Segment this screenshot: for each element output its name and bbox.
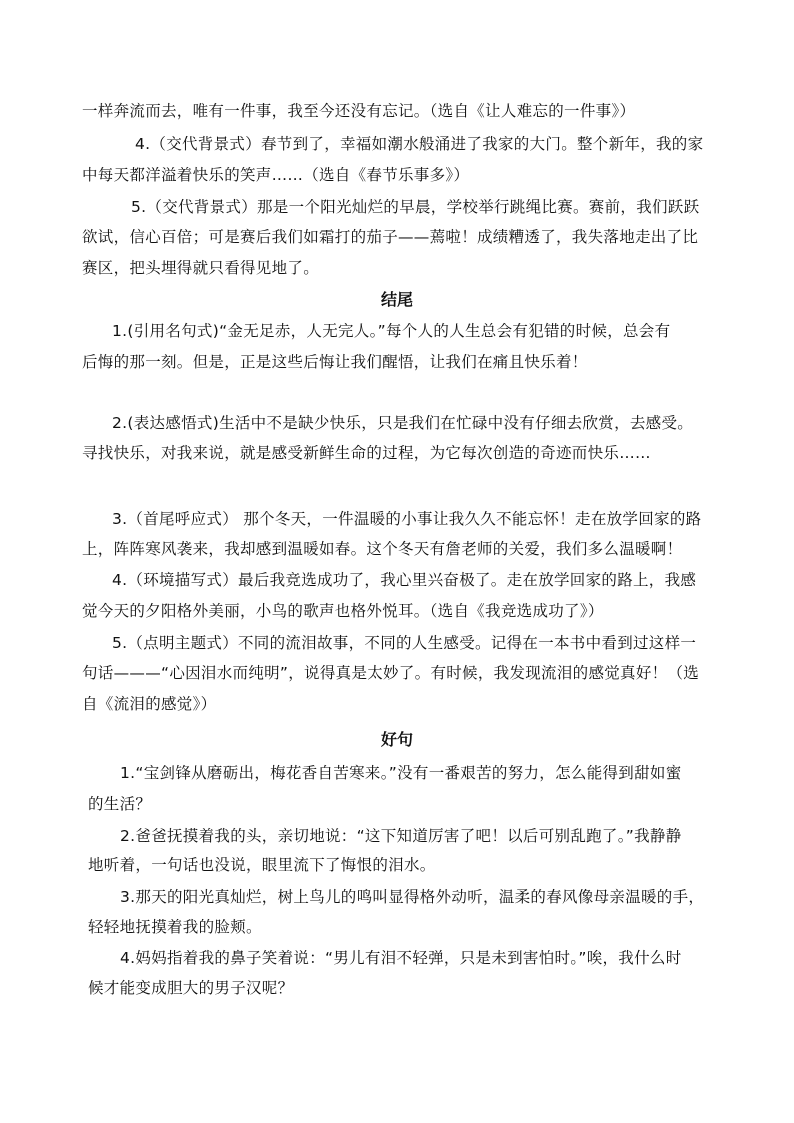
paragraph-line: 4.妈妈指着我的鼻子笑着说：“男儿有泪不轻弹，只是未到害怕时。”唉，我什么时 bbox=[120, 949, 682, 967]
paragraph-line: 一样奔流而去，唯有一件事，我至今还没有忘记。（选自《让人难忘的一件事》） bbox=[82, 102, 636, 120]
paragraph-line: 的生活？ bbox=[88, 795, 152, 813]
paragraph-line: 1.“宝剑锋从磨砺出，梅花香自苦寒来。”没有一番艰苦的努力，怎么能得到甜如蜜 bbox=[120, 764, 682, 782]
paragraph-line: 候才能变成胆大的男子汉呢？ bbox=[88, 979, 294, 997]
paragraph-line: 中每天都洋溢着快乐的笑声……（选自《春节乐事多》） bbox=[82, 166, 470, 184]
section-heading-ending: 结尾 bbox=[380, 290, 413, 309]
paragraph-line: 3.（首尾呼应式） 那个冬天，一件温暖的小事让我久久不能忘怀！走在放学回家的路 bbox=[112, 510, 702, 528]
paragraph-line: 地听着，一句话也没说，眼里流下了悔恨的泪水。 bbox=[88, 856, 436, 874]
paragraph-line: 5.（交代背景式）那是一个阳光灿烂的早晨，学校举行跳绳比赛。赛前，我们跃跃 bbox=[131, 198, 700, 216]
paragraph-line: 自《流泪的感觉》） bbox=[82, 695, 217, 713]
paragraph-line: 4.（环境描写式）最后我竞选成功了，我心里兴奋极了。走在放学回家的路上，我感 bbox=[112, 571, 697, 589]
paragraph-line: 欲试，信心百倍；可是赛后我们如霜打的茄子——蔫啦！成绩糟透了，我失落地走出了比 bbox=[82, 228, 699, 246]
paragraph-line: 寻找快乐，对我来说，就是感受新鲜生命的过程，为它每次创造的奇迹而快乐…… bbox=[82, 444, 651, 462]
paragraph-line: 轻轻地抚摸着我的脸颊。 bbox=[88, 918, 262, 936]
section-heading-good-sentences: 好句 bbox=[380, 730, 413, 749]
paragraph-line: 4.（交代背景式）春节到了，幸福如潮水般涌进了我家的大门。整个新年，我的家 bbox=[135, 135, 704, 153]
paragraph-line: 5.（点明主题式）不同的流泪故事，不同的人生感受。记得在一本书中看到过这样一 bbox=[112, 634, 697, 652]
paragraph-line: 觉今天的夕阳格外美丽，小鸟的歌声也格外悦耳。（选自《我竞选成功了》） bbox=[82, 602, 604, 620]
paragraph-line: 2.爸爸抚摸着我的头，亲切地说：“这下知道厉害了吧！以后可别乱跑了。”我静静 bbox=[120, 827, 682, 845]
paragraph-line: 2.(表达感悟式)生活中不是缺少快乐，只是我们在忙碌中没有仔细去欣赏，去感受。 bbox=[112, 414, 694, 432]
paragraph-line: 句话———“心因泪水而纯明”，说得真是太妙了。有时候，我发现流泪的感觉真好！（选 bbox=[82, 664, 700, 682]
paragraph-line: 3.那天的阳光真灿烂，树上鸟儿的鸣叫显得格外动听，温柔的春风像母亲温暖的手， bbox=[120, 888, 705, 906]
paragraph-line: 1.(引用名句式)“金无足赤，人无完人。”每个人的人生总会有犯错的时候，总会有 bbox=[112, 322, 671, 340]
paragraph-line: 后悔的那一刻。但是，正是这些后悔让我们醒悟，让我们在痛且快乐着！ bbox=[82, 353, 588, 371]
paragraph-line: 赛区，把头埋得就只看得见地了。 bbox=[82, 259, 320, 277]
paragraph-line: 上，阵阵寒风袭来，我却感到温暖如春。这个冬天有詹老师的关爱，我们多么温暖啊！ bbox=[82, 540, 683, 558]
